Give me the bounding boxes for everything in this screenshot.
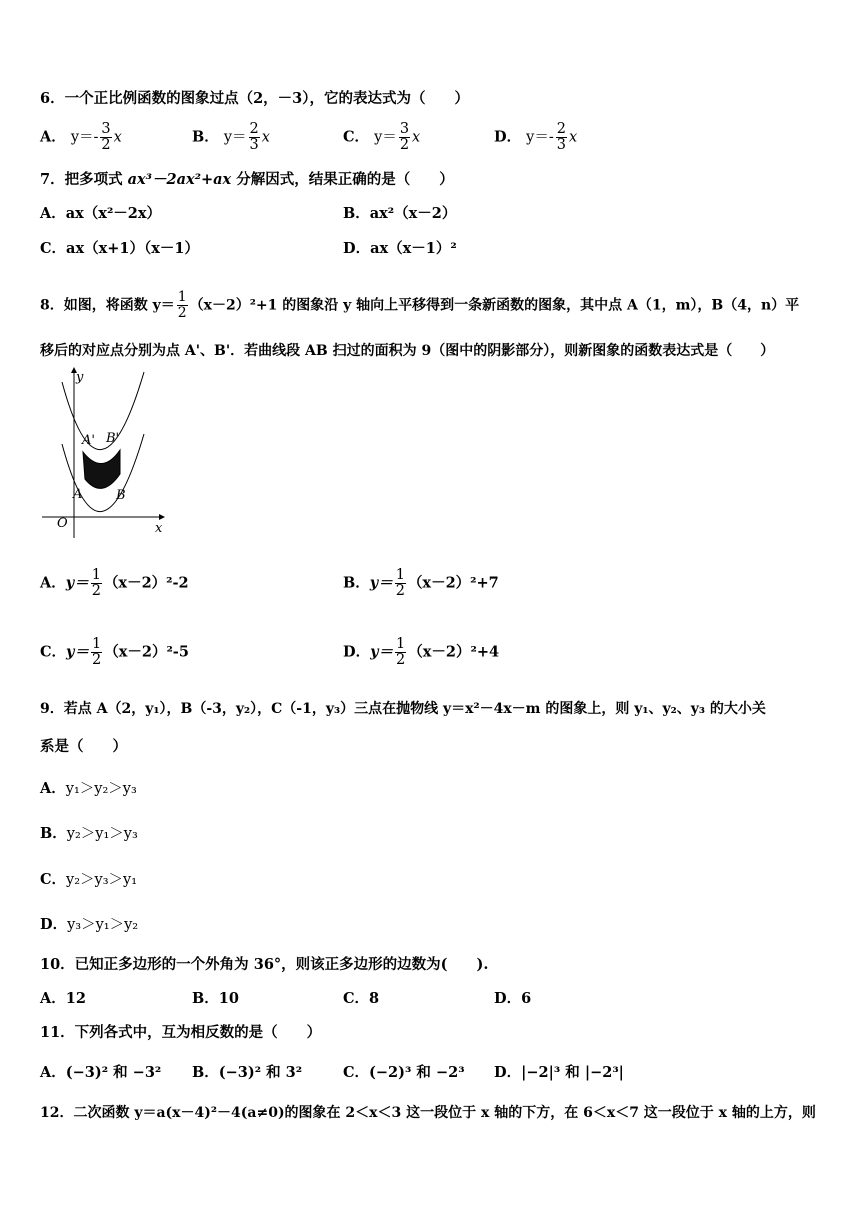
q11-option-d-text: |−2|³ 和 |−2³| [521, 1064, 624, 1081]
fig-label-origin: O [57, 516, 68, 531]
q8-stem-line2: 移后的对应点分别为点 A'、B'．若曲线段 AB 扫过的面积为 9（图中的阴影部分），则新图象的函数表达式是（ ） [40, 343, 775, 359]
q8-stem-suffix: （x－2）²+1 的图象沿 y 轴向上平移得到一条新函数的图象，其中点 A（1，m），B（4，n）平 [189, 297, 800, 314]
q6-option-b-prefix: y＝ [223, 129, 247, 146]
q11-option-b-label: B． [192, 1064, 219, 1081]
q11-option-a[interactable] [40, 1064, 161, 1082]
q7-option-d-text: ax（x－1）² [370, 240, 457, 257]
q9-option-b[interactable] [40, 825, 138, 843]
q9-option-c-label: C． [40, 871, 67, 888]
q6-option-d-prefix: y＝- [526, 129, 554, 146]
fig-label-y: y [76, 370, 84, 385]
q7-stem-expression: ax³－2ax²+ax [127, 171, 232, 188]
q7-option-c-label: C． [40, 240, 67, 257]
q8-figure [40, 362, 170, 540]
fraction-denominator: 3 [249, 137, 259, 153]
q8-option-c-fraction [91, 637, 102, 668]
q10-option-a[interactable] [40, 990, 86, 1008]
q7-option-a-label: A． [40, 205, 66, 222]
q6-option-c-label: C． [343, 128, 370, 146]
fraction-numerator: 1 [91, 567, 101, 583]
fig-label-a-prime: A' [82, 433, 95, 448]
q9-option-b-label: B． [40, 825, 67, 842]
fraction-denominator: 3 [556, 137, 566, 153]
q10-option-b-label: B． [192, 990, 219, 1007]
q6-option-a-fraction [100, 122, 111, 153]
q8-option-a[interactable] [40, 568, 189, 599]
q10-option-d-text: 6 [521, 990, 532, 1007]
q9-option-c-text: y₂＞y₃＞y₁ [66, 872, 138, 888]
shaded-region [83, 450, 120, 488]
q9-option-d-label: D． [40, 916, 68, 933]
q7-stem [40, 171, 454, 189]
fraction-numerator: 1 [396, 636, 406, 652]
q8-stem-fraction [177, 290, 188, 321]
q10-option-c-text: 8 [369, 990, 380, 1007]
q7-option-c[interactable] [40, 240, 199, 258]
fraction-numerator: 1 [91, 636, 102, 652]
q8-option-d[interactable] [343, 637, 499, 668]
q6-option-a-var: x [113, 129, 122, 146]
q6-option-a[interactable] [40, 122, 122, 153]
fig-label-b-prime: B' [106, 431, 120, 446]
q6-option-d[interactable] [494, 122, 577, 153]
q8-option-a-label: A． [40, 574, 66, 592]
fraction-denominator: 2 [177, 305, 187, 321]
q7-stem-prefix: 7．把多项式 [40, 171, 128, 188]
q9-option-a-text: y₁＞y₂＞y₃ [65, 781, 137, 797]
q9-option-d-text: y₃＞y₁＞y₂ [67, 917, 139, 933]
q11-option-c[interactable] [343, 1064, 465, 1082]
q9-option-c[interactable] [40, 871, 137, 889]
q8-option-a-fraction [91, 568, 102, 599]
fraction-numerator: 3 [399, 121, 410, 137]
fraction-denominator: 2 [91, 652, 102, 668]
q8-option-d-suffix: （x－2）²+4 [408, 643, 500, 661]
q7-option-b-label: B． [343, 205, 370, 222]
fraction-denominator: 2 [399, 137, 410, 153]
q9-option-a-label: A． [40, 780, 66, 797]
q6-option-b-fraction [249, 122, 260, 153]
q8-stem-line1 [40, 290, 799, 321]
q6-option-d-label: D． [494, 128, 522, 146]
q7-option-b[interactable] [343, 205, 456, 223]
q10-option-b-text: 10 [218, 990, 239, 1007]
q11-option-a-text: (−3)² 和 −3² [65, 1064, 162, 1081]
fig-label-a: A [73, 487, 83, 502]
q10-option-d[interactable] [494, 990, 531, 1008]
q6-option-c-prefix: y＝ [374, 129, 397, 146]
q7-option-c-text: ax（x+1）（x－1） [66, 240, 199, 257]
fraction-numerator: 2 [556, 121, 566, 137]
q10-option-c[interactable] [343, 990, 379, 1008]
q11-stem: 11．下列各式中，互为相反数的是（ ） [40, 1024, 322, 1041]
q8-option-b-fraction [395, 568, 406, 599]
q8-option-c-label: C． [40, 643, 67, 661]
q6-option-a-label: A． [40, 128, 66, 146]
q9-option-d[interactable] [40, 916, 138, 934]
q10-option-a-text: 12 [65, 990, 86, 1007]
fraction-denominator: 2 [91, 583, 101, 599]
q10-option-a-label: A． [40, 990, 66, 1007]
q11-option-a-label: A． [40, 1064, 66, 1081]
q7-option-a-text: ax（x²－2x） [65, 205, 162, 222]
q8-option-c-prefix: y＝ [66, 643, 89, 661]
q7-stem-suffix: 分解因式，结果正确的是（ ） [231, 171, 454, 188]
q11-option-b[interactable] [192, 1064, 302, 1082]
fraction-numerator: 1 [395, 567, 405, 583]
q8-option-c-suffix: （x－2）²-5 [104, 643, 189, 661]
q6-option-b-var: x [261, 129, 270, 146]
q10-option-b[interactable] [192, 990, 239, 1008]
q6-option-d-fraction [556, 122, 567, 153]
q8-option-d-prefix: y＝ [370, 643, 394, 661]
q6-option-c[interactable] [343, 122, 420, 153]
q8-option-d-label: D． [343, 643, 371, 661]
q7-option-b-text: ax²（x－2） [369, 205, 457, 222]
q6-option-c-fraction [399, 122, 410, 153]
q10-option-d-label: D． [494, 990, 522, 1007]
q8-option-b-label: B． [343, 574, 370, 592]
fraction-numerator: 1 [177, 289, 187, 305]
q8-option-b-suffix: （x－2）²+7 [407, 574, 499, 592]
q8-option-a-prefix: y＝ [65, 574, 89, 592]
q8-stem-prefix: 8．如图，将函数 y＝ [40, 297, 175, 314]
q8-option-c[interactable] [40, 637, 189, 668]
q10-stem: 10．已知正多边形的一个外角为 36°，则该正多边形的边数为( ). [40, 956, 489, 973]
q9-option-b-text: y₂＞y₁＞y₃ [66, 826, 138, 842]
q6-stem: 6．一个正比例函数的图象过点（2，－3），它的表达式为（ ） [40, 90, 470, 107]
q8-option-d-fraction [395, 637, 406, 668]
q6-option-a-prefix: y＝- [70, 129, 99, 146]
q8-option-a-suffix: （x－2）²-2 [103, 574, 189, 592]
q11-option-b-text: (−3)² 和 3² [218, 1064, 303, 1081]
q10-option-c-label: C． [343, 990, 370, 1007]
q8-option-b-prefix: y＝ [369, 574, 393, 592]
q11-option-d[interactable] [494, 1064, 624, 1082]
q9-stem-line1: 9．若点 A（2，y₁），B（-3，y₂），C（-1，y₃）三点在抛物线 y＝x²－4x－m 的图象上，则 y₁、y₂、y₃ 的大小关 [40, 701, 766, 717]
q7-option-d[interactable] [343, 240, 457, 258]
fraction-denominator: 2 [396, 652, 406, 668]
q11-option-c-text: (−2)³ 和 −2³ [369, 1064, 465, 1081]
q12-stem: 12．二次函数 y＝a(x－4)²－4(a≠0)的图象在 2＜x＜3 这一段位于 x 轴的下方，在 6＜x＜7 这一段位于 x 轴的上方，则 [40, 1105, 816, 1121]
fig-label-x: x [155, 521, 163, 536]
q6-option-b-label: B． [192, 128, 219, 146]
q6-option-b[interactable] [192, 122, 270, 153]
q7-option-a[interactable] [40, 205, 161, 223]
q6-option-c-var: x [412, 129, 421, 146]
fraction-numerator: 3 [101, 121, 111, 137]
fig-label-b: B [116, 488, 126, 503]
fraction-numerator: 2 [249, 121, 259, 137]
q11-option-d-label: D． [494, 1064, 522, 1081]
fraction-denominator: 2 [395, 583, 405, 599]
q11-option-c-label: C． [343, 1064, 370, 1081]
fraction-denominator: 2 [101, 137, 111, 153]
q9-stem-line2: 系是（ ） [40, 738, 127, 755]
q6-option-d-var: x [568, 129, 578, 146]
q8-option-b[interactable] [343, 568, 499, 599]
q9-option-a[interactable] [40, 780, 137, 798]
q7-option-d-label: D． [343, 240, 371, 257]
